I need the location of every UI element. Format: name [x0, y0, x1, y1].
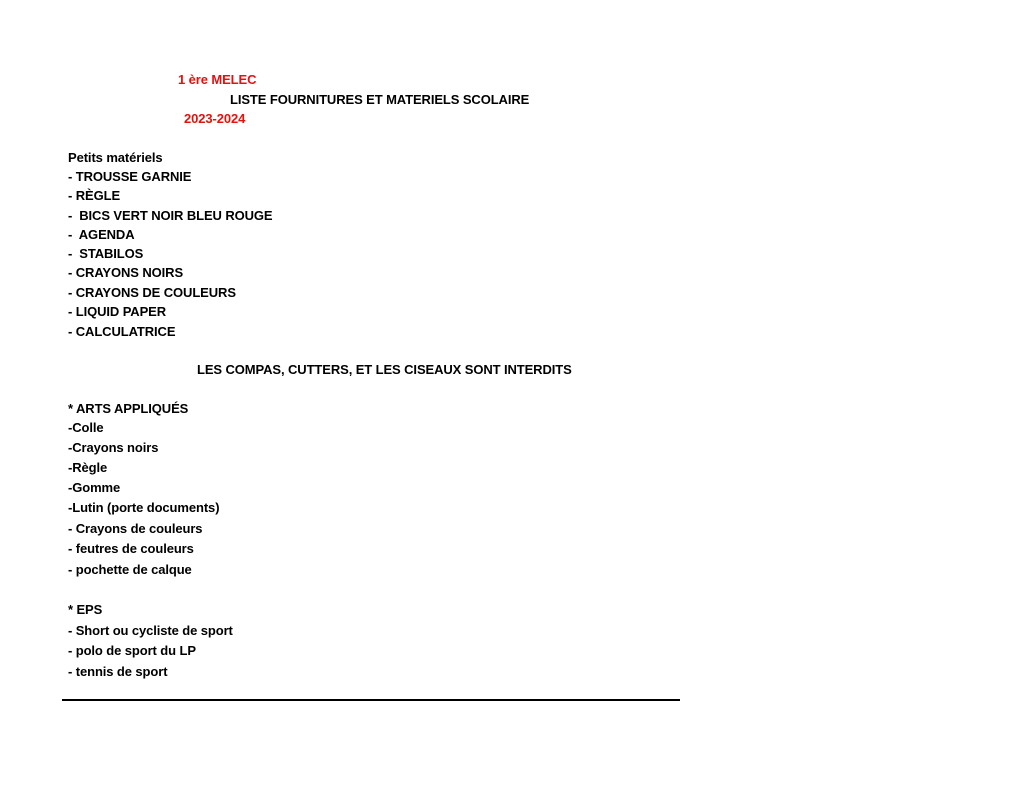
forbidden-items-notice: LES COMPAS, CUTTERS, ET LES CISEAUX SONT INTERDITS: [197, 362, 572, 377]
list-item: - RÈGLE: [68, 188, 121, 203]
list-item: - CRAYONS NOIRS: [68, 265, 184, 280]
list-item: -Règle: [68, 460, 108, 475]
list-item: - polo de sport du LP: [68, 643, 196, 658]
document-title: LISTE FOURNITURES ET MATERIELS SCOLAIRE: [230, 92, 530, 107]
list-item: - STABILOS: [68, 246, 144, 261]
list-item: - CRAYONS DE COULEURS: [68, 285, 236, 300]
list-item: - tennis de sport: [68, 664, 168, 679]
list-item: - CALCULATRICE: [68, 324, 176, 339]
list-item: - pochette de calque: [68, 562, 192, 577]
horizontal-divider: [62, 699, 680, 701]
eps-heading: * EPS: [68, 602, 103, 617]
petits-materiels-heading: Petits matériels: [68, 150, 163, 165]
list-item: - LIQUID PAPER: [68, 304, 167, 319]
list-item: - AGENDA: [68, 227, 135, 242]
list-item: -Crayons noirs: [68, 440, 159, 455]
list-item: - Crayons de couleurs: [68, 521, 203, 536]
list-item: -Lutin (porte documents): [68, 500, 220, 515]
list-item: -Gomme: [68, 480, 121, 495]
list-item: - feutres de couleurs: [68, 541, 194, 556]
list-item: - TROUSSE GARNIE: [68, 169, 192, 184]
list-item: - BICS VERT NOIR BLEU ROUGE: [68, 208, 273, 223]
list-item: -Colle: [68, 420, 104, 435]
arts-appliques-heading: * ARTS APPLIQUÉS: [68, 401, 189, 416]
school-year: 2023-2024: [184, 111, 246, 126]
class-name: 1 ère MELEC: [178, 72, 257, 87]
list-item: - Short ou cycliste de sport: [68, 623, 233, 638]
